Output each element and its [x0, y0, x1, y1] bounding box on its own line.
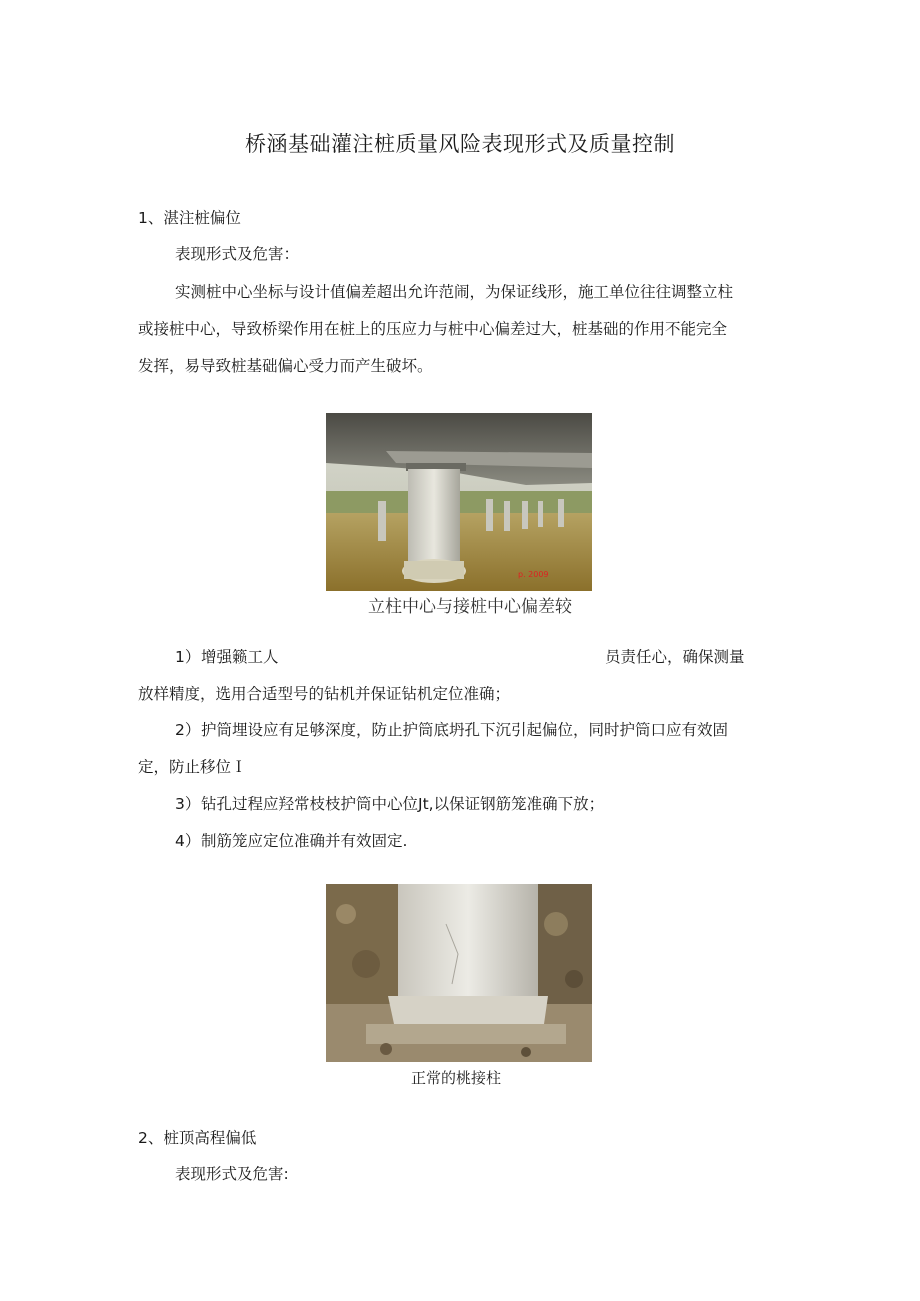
figure1-caption: 立柱中心与接桩中心偏差较	[368, 597, 572, 617]
measure-4-num: 4）	[175, 832, 201, 850]
measure-1-num: 1）	[175, 648, 201, 666]
paragraph-line: 或接桩中心，导致桥梁作用在桩上的压应力与桩中心偏差过大，桩基础的作用不能完全	[138, 320, 728, 338]
pile-joint-photo	[326, 884, 592, 1062]
figure2-caption: 正常的桃接柱	[411, 1069, 502, 1087]
measure-3-num: 3）	[175, 795, 201, 813]
measure-2-text: 护筒埋设应有足够深度，防止护筒底坍孔下沉引起偏位，同时护筒口应有效固	[201, 721, 729, 739]
measure-1-text-a: 增强籁工人	[201, 648, 279, 666]
measure-1-cont: 放样精度，选用合适型号的钻机并保证钻机定位准确；	[138, 685, 511, 703]
pile-joint-illustration	[326, 884, 592, 1062]
section1-subheading: 表现形式及危害：	[175, 245, 300, 263]
bridge-pier-illustration	[326, 413, 592, 613]
section2-heading: 2、桩顶高程偏低	[138, 1129, 257, 1147]
measure-2-num: 2）	[175, 721, 201, 739]
document-title: 桥涵基础灌注桩质量风险表现形式及质量控制	[245, 132, 675, 156]
measure-4-text: 制筋笼应定位准确并有效固定.	[201, 832, 408, 850]
bridge-pier-photo	[326, 413, 592, 613]
measure-3-text: 钻孔过程应羟常枝枝护筒中心位Jt,以保证钢筋笼准确下放；	[201, 795, 605, 813]
section1-heading: 1、湛注桩偏位	[138, 209, 241, 227]
section2-subheading: 表现形式及危害:	[175, 1165, 289, 1183]
measure-1-text-b: 员责任心，确保测量	[605, 648, 745, 666]
photo-date-stamp: p. 2009	[518, 570, 549, 579]
paragraph-line: 实测桩中心坐标与设计值偏差超出允许范闹，为保证线形，施工单位往往调整立柱	[175, 283, 734, 301]
paragraph-line: 发挥，易导致桩基础偏心受力而产生破坏。	[138, 357, 433, 375]
measure-2-cont: 定，防止移位Ｉ	[138, 758, 247, 776]
